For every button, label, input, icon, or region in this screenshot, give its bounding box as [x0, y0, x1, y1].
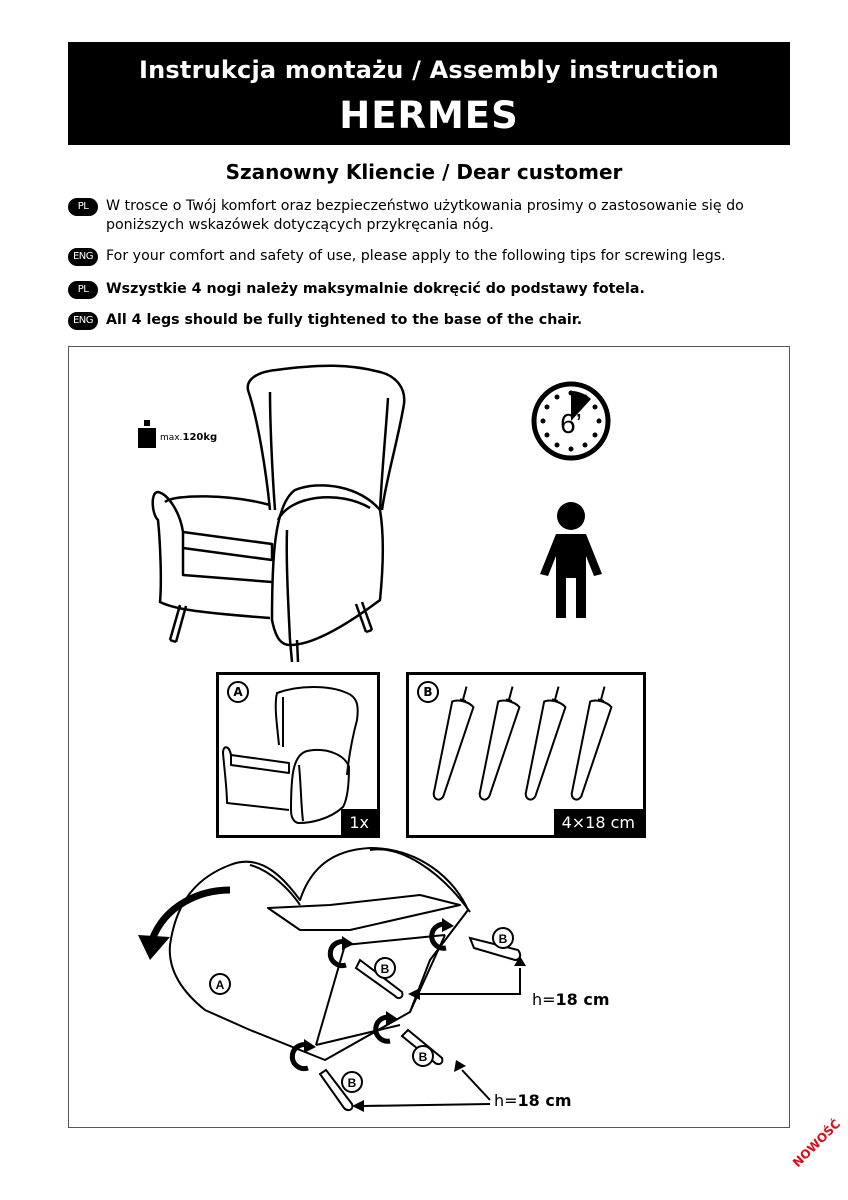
diagram-part-b-marker: B — [418, 1050, 428, 1064]
diagram-part-b-marker: B — [498, 932, 508, 946]
greeting-heading: Szanowny Kliencie / Dear customer — [225, 160, 623, 184]
part-b-quantity: 4×18 cm — [554, 809, 643, 835]
language-badge-pl: PL — [68, 281, 98, 299]
leg-height-label-upper: h=18 cm — [532, 990, 610, 1009]
part-a-marker: A — [227, 681, 249, 703]
diagram-part-b-marker: B — [347, 1076, 357, 1090]
product-name: HERMES — [339, 94, 519, 137]
new-product-badge: NOWOŚĆ — [790, 1116, 844, 1170]
language-badge-pl: PL — [68, 198, 98, 216]
instruction-text: Wszystkie 4 nogi należy maksymalnie dokręcić do podstawy fotela. — [106, 281, 645, 297]
language-badge-eng: ENG — [68, 312, 98, 330]
part-b-marker: B — [417, 681, 439, 703]
diagram-part-b-marker: B — [380, 962, 390, 976]
instruction-text: For your comfort and safety of use, please apply to the following tips for screwing legs. — [106, 248, 726, 264]
instruction-text: W trosce o Twój komfort oraz bezpieczeństwo użytkowania prosimy o zastosowanie się do poniższych wskazówek dotyczących przykręcania nóg. — [106, 198, 744, 233]
max-load-label: max.120kg — [160, 432, 218, 443]
part-a-quantity: 1x — [341, 809, 377, 835]
instruction-text: All 4 legs should be fully tightened to the base of the chair. — [106, 312, 583, 328]
diagram-part-a-marker: A — [215, 978, 225, 992]
language-badge-eng: ENG — [68, 248, 98, 266]
assembly-time: 6’ — [560, 408, 582, 439]
leg-height-label-lower: h=18 cm — [494, 1091, 572, 1110]
document-title: Instrukcja montażu / Assembly instruction — [139, 56, 719, 84]
